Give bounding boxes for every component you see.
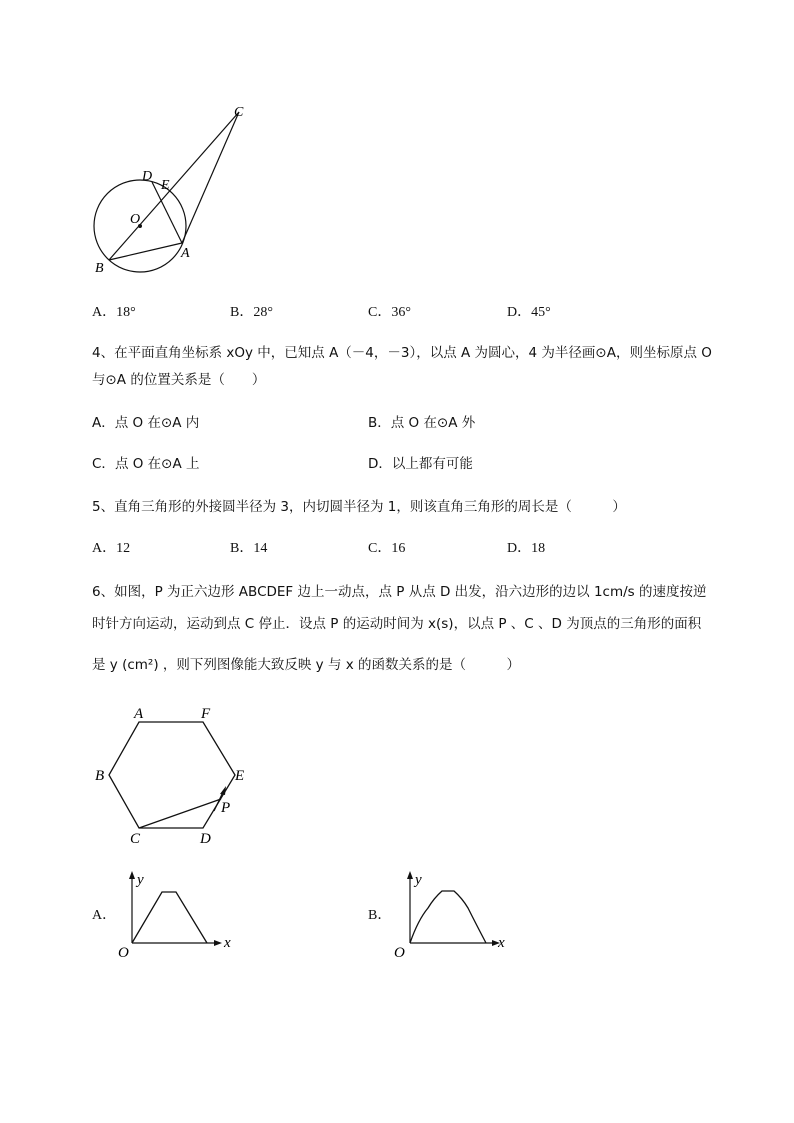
- q4-stem-line2: 与⊙A 的位置关系是（ ）: [92, 372, 266, 388]
- q5-option-c[interactable]: C．16: [368, 541, 406, 556]
- hex-label-b: B: [95, 768, 105, 784]
- q3-option-b[interactable]: B．28°: [230, 305, 273, 320]
- graph-a-x-label: x: [224, 935, 231, 951]
- q3-option-c[interactable]: C．36°: [368, 305, 411, 320]
- hex-label-f: F: [201, 706, 211, 722]
- graph-a-x-arrow-icon: [214, 940, 222, 946]
- q6-stem-line2: 时针方向运动，运动到点 C 停止．设点 P 的运动时间为 x(s)，以点 P 、C 、D 为顶点的三角形的面积: [92, 616, 702, 632]
- hex-label-p: P: [221, 800, 231, 816]
- q5-stem-line1: 5、直角三角形的外接圆半径为 3，内切圆半径为 1，则该直角三角形的周长是（ ）: [92, 499, 626, 515]
- q4-option-c[interactable]: C．点 O 在⊙A 上: [92, 456, 200, 472]
- graph-a-origin-label: O: [118, 945, 129, 961]
- q6-option-b-label[interactable]: B．: [368, 908, 392, 923]
- q5-option-d[interactable]: D．18: [507, 541, 546, 556]
- graph-b-x-label: x: [498, 935, 505, 951]
- q4-option-d[interactable]: D．以上都有可能: [368, 456, 473, 472]
- graph-b-y-arrow-icon: [407, 871, 413, 879]
- hex-label-d: D: [200, 831, 211, 847]
- label-a: A: [181, 246, 190, 261]
- segment-cp: [139, 799, 221, 828]
- q6-stem-line3: 是 y (cm²) ，则下列图像能大致反映 y 与 x 的函数关系的是（ ）: [92, 657, 521, 673]
- label-b: B: [95, 261, 104, 276]
- hexagon-figure: [90, 700, 260, 850]
- line-bc: [109, 112, 239, 260]
- hexagon: [109, 722, 235, 828]
- arrow-head-icon: [220, 786, 226, 795]
- graph-a-curve: [132, 892, 207, 943]
- graph-a[interactable]: [112, 868, 242, 963]
- q5-option-b[interactable]: B．14: [230, 541, 268, 556]
- q6-option-a-label[interactable]: A．: [92, 908, 117, 923]
- hex-label-e: E: [235, 768, 245, 784]
- label-c: C: [234, 105, 244, 120]
- label-o: O: [130, 212, 141, 227]
- q4-option-b[interactable]: B．点 O 在⊙A 外: [368, 415, 476, 431]
- q4-option-a[interactable]: A．点 O 在⊙A 内: [92, 415, 200, 431]
- hex-label-c: C: [130, 831, 141, 847]
- graph-a-y-label: y: [137, 872, 144, 888]
- q6-stem-line1: 6、如图，P 为正六边形 ABCDEF 边上一动点，点 P 从点 D 出发，沿六边形的边以 1cm/s 的速度按逆: [92, 584, 707, 600]
- label-e: E: [161, 178, 170, 193]
- q3-option-d[interactable]: D．45°: [507, 305, 551, 320]
- graph-a-y-arrow-icon: [129, 871, 135, 879]
- graph-b-curve: [410, 891, 486, 943]
- hex-label-a: A: [134, 706, 144, 722]
- q4-stem-line1: 4、在平面直角坐标系 xOy 中，已知点 A（－4，－3），以点 A 为圆心，4 为半径画⊙A，则坐标原点 O: [92, 345, 712, 361]
- label-d: D: [142, 169, 153, 184]
- graph-b-origin-label: O: [394, 945, 405, 961]
- q3-option-a[interactable]: A．18°: [92, 305, 136, 320]
- line-ca: [182, 112, 239, 243]
- graph-b-y-label: y: [415, 872, 422, 888]
- line-ab: [109, 243, 182, 260]
- circle-figure: [85, 100, 255, 280]
- graph-b[interactable]: [390, 868, 520, 963]
- q5-option-a[interactable]: A．12: [92, 541, 131, 556]
